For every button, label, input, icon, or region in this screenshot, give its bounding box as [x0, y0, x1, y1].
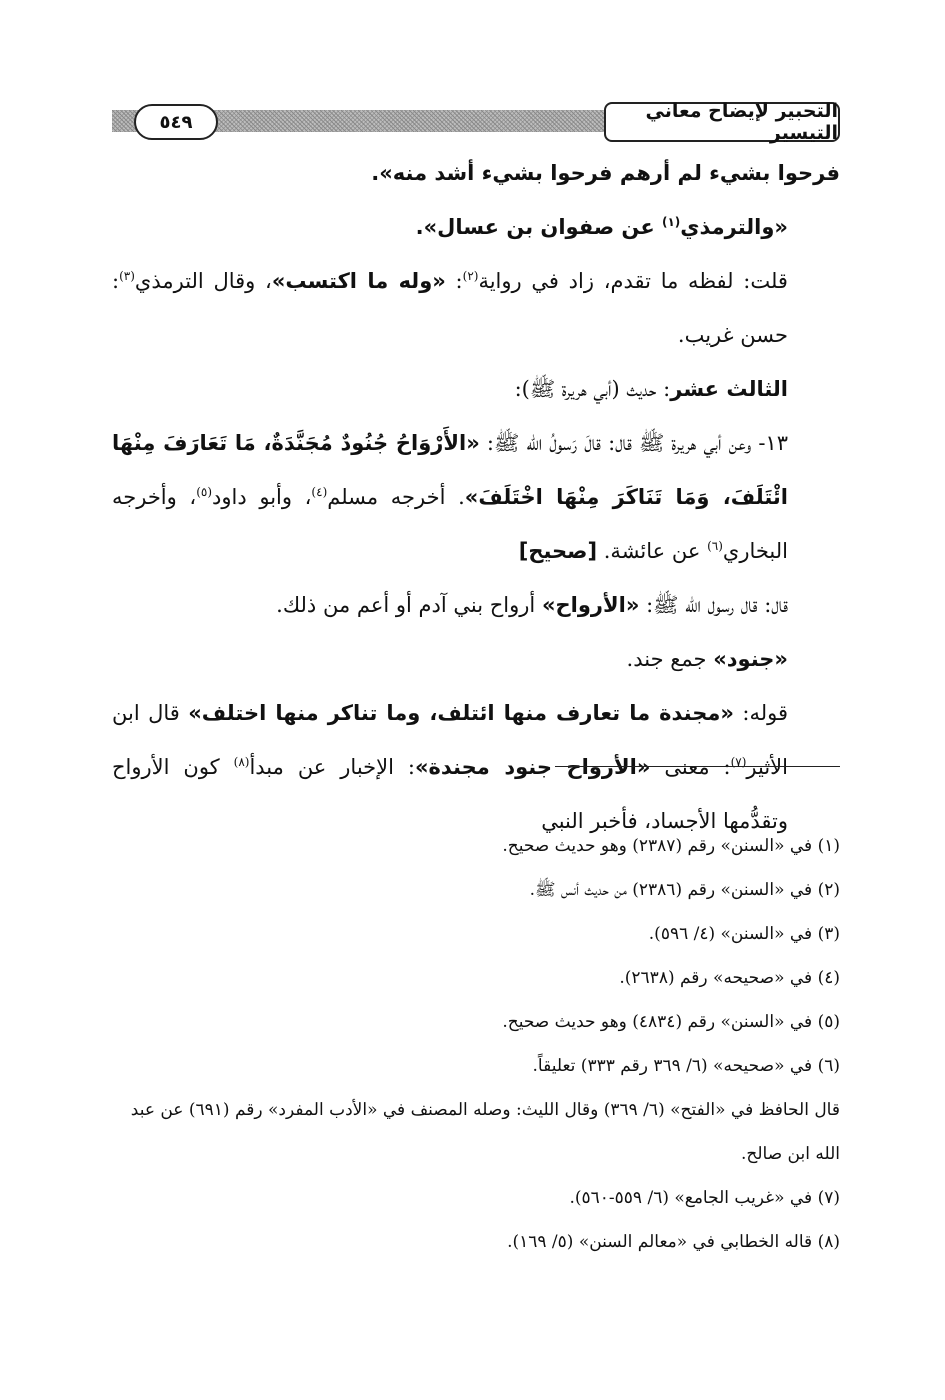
qult-paragraph: قلت: لفظه ما تقدم، زاد في رواية$^{(٢)}$: «وله ما اكتسب»، وقال الترمذي$^{(٣)}$: حسن غريب. — [112, 269, 788, 347]
footnote-8: (٨) قاله الخطابي في «معالم السنن» (٥/ ١٦٩). — [507, 1232, 840, 1252]
footnotes — [112, 824, 840, 1264]
hadith-13: ١٣- وعن أبي هريرة ﷺ قال: قالَ رَسولُ الله ﷺ: «الأَرْوَاحُ جُنُودٌ مُجَنَّدَةٌ، مَا تَعَارَفَ مِنْهَا ائْتَلَفَ، وَمَا تَنَاكَرَ مِنْهَا اخْتَلَفَ». أخرجه مسلم$^{(٤)}$، وأبو داود$^{(٥)}$، وأخرجه البخاري$^{(٦)}$ عن عائشة. [صحيح] — [112, 431, 788, 563]
footnote-ref-6: (٦) — [707, 539, 723, 553]
footnote-ref-8: (٨) — [233, 755, 250, 769]
footnote-7: (٧) في «غريب الجامع» (٦/ ٥٥٩-٥٦٠). — [569, 1188, 840, 1208]
section-heading: الثالث عشر: حديث (أبي هريرة ﷺ): — [514, 377, 788, 401]
footnote-ref-5: (٥) — [196, 485, 213, 499]
running-header — [112, 96, 840, 148]
footnote-ref-2: (٢) — [462, 269, 479, 283]
footnote-divider — [555, 766, 840, 767]
junud-line: «جنود» جمع جند. — [626, 647, 788, 671]
footnote-6-continuation: قال الحافظ في «الفتح» (٦/ ٣٦٩) وقال الليث: وصله المصنف في «الأدب المفرد» رقم (٦٩١) عن عبد الله ابن صالح. — [130, 1100, 840, 1164]
qala-line: قال: قال رسول الله ﷺ: «الأرواح» أرواح بني آدم أو أعم من ذلك. — [276, 593, 788, 617]
hadith-grade: [صحيح] — [518, 539, 598, 563]
footnote-2: (٢) في «السنن» رقم (٢٣٨٦) من حديث أنس ﷺ. — [529, 880, 840, 900]
footnote-ref-7: (٧) — [730, 755, 747, 769]
footnote-ref-3: (٣) — [119, 269, 135, 283]
book-title: التحبير لإيضاح معاني التيسير — [604, 102, 840, 142]
footnote-ref-1: (١) — [661, 215, 681, 229]
tirmidhi-line: «والترمذي$^{(١)}$ عن صفوان بن عسال». — [415, 215, 788, 239]
footnote-6: (٦) في «صحيحه» (٦/ ٣٦٩ رقم ٣٣٣) تعليقاً. — [532, 1056, 840, 1076]
footnote-5: (٥) في «السنن» رقم (٤٨٣٤) وهو حديث صحيح. — [502, 1012, 840, 1032]
footnote-ref-4: (٤) — [311, 485, 328, 499]
footnote-4: (٤) في «صحيحه» رقم (٢٦٣٨). — [619, 968, 840, 988]
footnote-1: (١) في «السنن» رقم (٢٣٨٧) وهو حديث صحيح. — [502, 836, 840, 856]
qawluh-paragraph: قوله: «مجندة ما تعارف منها ائتلف، وما تناكر منها اختلف» قال ابن الأثير$^{(٧)}$: معنى «الأرواح جنود مجندة»: الإخبار عن مبدأ$^{(٨)}$ كون الأرواح وتقدُّمها الأجساد، فأخبر النبي — [112, 701, 789, 833]
footnote-3: (٣) في «السنن» (٤/ ٥٩٦). — [648, 924, 840, 944]
page-number: ٥٤٩ — [134, 104, 218, 140]
text-line-1: فرحوا بشيء لم أرهم فرحوا بشيء أشد منه». — [371, 161, 840, 185]
main-text — [112, 146, 840, 848]
